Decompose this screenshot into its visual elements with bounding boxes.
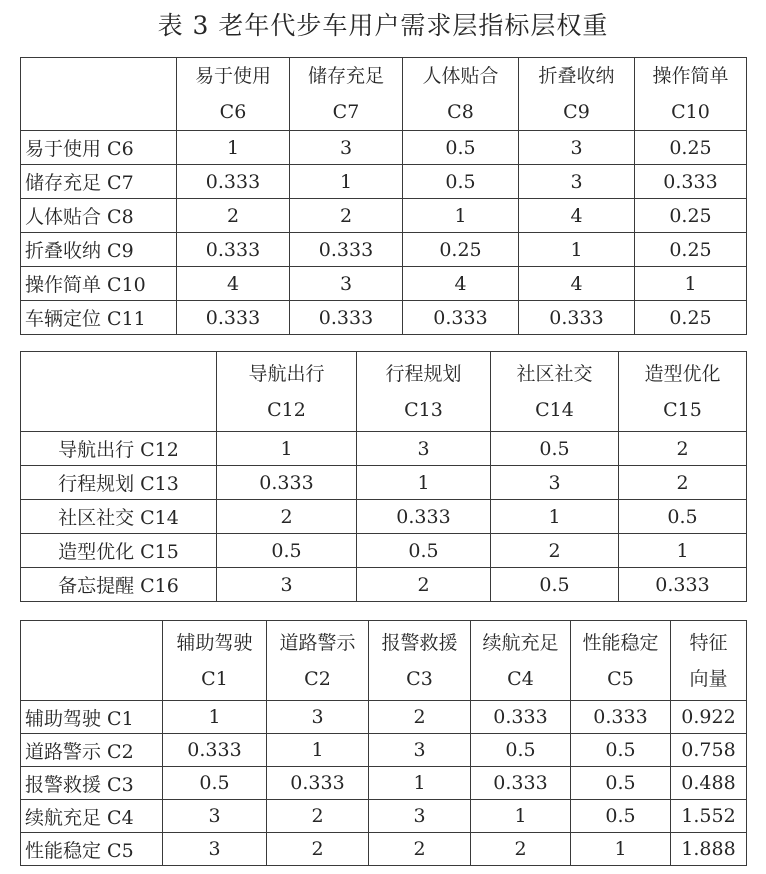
table-cell: 0.5 [571,800,671,833]
table-cell: 1 [267,734,369,767]
table-row [21,165,747,199]
table-cell: 1 [357,466,491,500]
table-cell: 4 [177,267,290,301]
corner-cell [21,58,177,131]
column-header: 操作简单 C10 [635,58,747,131]
table-cell: 3 [519,165,635,199]
table-cell: 4 [519,199,635,233]
table-cell: 2 [290,199,403,233]
table-cell: 3 [357,432,491,466]
row-label: 造型优化 C15 [21,534,217,568]
table-cell: 2 [619,432,747,466]
header-row [21,352,747,432]
row-label: 操作简单 C10 [21,267,177,301]
table-cell: 3 [163,833,267,866]
table-cell: 1 [471,800,571,833]
column-header: 行程规划 C13 [357,352,491,432]
row-label: 折叠收纳 C9 [21,233,177,267]
table-cell: 0.333 [403,301,519,335]
row-label: 备忘提醒 C16 [21,568,217,602]
table-cell: 0.5 [619,500,747,534]
table-cell: 0.333 [357,500,491,534]
table-cell: 2 [357,568,491,602]
table-cell: 0.5 [571,734,671,767]
table-cell: 0.25 [403,233,519,267]
table-row [21,500,747,534]
table-row [21,833,747,866]
table-cell: 1 [571,833,671,866]
table-cell: 0.333 [267,767,369,800]
table-cell: 2 [267,800,369,833]
row-label: 报警救援 C3 [21,767,163,800]
table-cell: 1 [403,199,519,233]
column-header: 道路警示 C2 [267,621,369,701]
table-cell: 0.488 [671,767,747,800]
table-cell: 1.552 [671,800,747,833]
table-cell: 0.5 [403,131,519,165]
header-row [21,621,747,701]
row-label: 性能稳定 C5 [21,833,163,866]
column-header: 特征 向量 [671,621,747,701]
row-label: 行程规划 C13 [21,466,217,500]
row-label: 续航充足 C4 [21,800,163,833]
table-cell: 3 [163,800,267,833]
column-header: 报警救援 C3 [369,621,471,701]
table-cell: 0.922 [671,701,747,734]
table-cell: 0.333 [217,466,357,500]
column-header: 造型优化 C15 [619,352,747,432]
table-cell: 0.5 [571,767,671,800]
table-cell: 2 [369,701,471,734]
column-header: 辅助驾驶 C1 [163,621,267,701]
column-header: 社区社交 C14 [491,352,619,432]
column-header: 续航充足 C4 [471,621,571,701]
table-cell: 0.333 [519,301,635,335]
table-cell: 1 [369,767,471,800]
table-cell: 0.333 [571,701,671,734]
table-cell: 0.5 [471,734,571,767]
row-label: 车辆定位 C11 [21,301,177,335]
table-cell: 0.333 [471,767,571,800]
table-cell: 1 [619,534,747,568]
corner-cell [21,352,217,432]
table-cell: 0.25 [635,131,747,165]
table-cell: 0.333 [619,568,747,602]
table-cell: 0.333 [177,233,290,267]
table-cell: 1 [635,267,747,301]
weight-table-c12-c16 [20,351,747,602]
table-cell: 1 [217,432,357,466]
table-cell: 0.5 [491,568,619,602]
column-header: 人体贴合 C8 [403,58,519,131]
table-cell: 1 [491,500,619,534]
table-cell: 1 [163,701,267,734]
table-row [21,301,747,335]
table-cell: 2 [217,500,357,534]
table-cell: 1.888 [671,833,747,866]
row-label: 辅助驾驶 C1 [21,701,163,734]
table-cell: 1 [290,165,403,199]
row-label: 道路警示 C2 [21,734,163,767]
table-row [21,131,747,165]
table-row [21,800,747,833]
row-label: 导航出行 C12 [21,432,217,466]
table-cell: 2 [491,534,619,568]
table-caption: 表 3 老年代步车用户需求层指标层权重 [157,11,609,40]
table-row [21,267,747,301]
table-row [21,734,747,767]
table-cell: 0.758 [671,734,747,767]
table-cell: 0.333 [177,165,290,199]
table-cell: 0.333 [163,734,267,767]
table-cell: 0.25 [635,301,747,335]
table-cell: 3 [217,568,357,602]
table-cell: 0.5 [163,767,267,800]
table-cell: 2 [471,833,571,866]
table-row [21,767,747,800]
table-cell: 0.5 [357,534,491,568]
row-label: 社区社交 C14 [21,500,217,534]
table-cell: 0.333 [471,701,571,734]
table-cell: 2 [267,833,369,866]
table-row [21,701,747,734]
corner-cell [21,621,163,701]
row-label: 人体贴合 C8 [21,199,177,233]
table-row [21,534,747,568]
table-cell: 3 [491,466,619,500]
table-cell: 1 [177,131,290,165]
table-row [21,466,747,500]
table-cell: 3 [290,267,403,301]
table-cell: 0.333 [177,301,290,335]
table-cell: 2 [619,466,747,500]
header-row [21,58,747,131]
table-cell: 0.25 [635,199,747,233]
column-header: 储存充足 C7 [290,58,403,131]
table-cell: 1 [519,233,635,267]
table-cell: 3 [369,734,471,767]
column-header: 导航出行 C12 [217,352,357,432]
weight-table-c1-c5 [20,620,747,866]
column-header: 易于使用 C6 [177,58,290,131]
row-label: 易于使用 C6 [21,131,177,165]
table-cell: 3 [369,800,471,833]
table-row [21,199,747,233]
table-cell: 0.5 [491,432,619,466]
table-cell: 0.5 [403,165,519,199]
table-cell: 2 [177,199,290,233]
table-cell: 3 [290,131,403,165]
table-cell: 4 [519,267,635,301]
weight-table-c6-c11 [20,57,747,335]
table-cell: 0.25 [635,233,747,267]
row-label: 储存充足 C7 [21,165,177,199]
table-cell: 0.333 [290,301,403,335]
table-cell: 2 [369,833,471,866]
table-row [21,432,747,466]
table-cell: 0.333 [635,165,747,199]
table-row [21,568,747,602]
table-row [21,233,747,267]
table-cell: 4 [403,267,519,301]
table-cell: 3 [267,701,369,734]
column-header: 折叠收纳 C9 [519,58,635,131]
table-cell: 3 [519,131,635,165]
table-cell: 0.5 [217,534,357,568]
column-header: 性能稳定 C5 [571,621,671,701]
table-cell: 0.333 [290,233,403,267]
